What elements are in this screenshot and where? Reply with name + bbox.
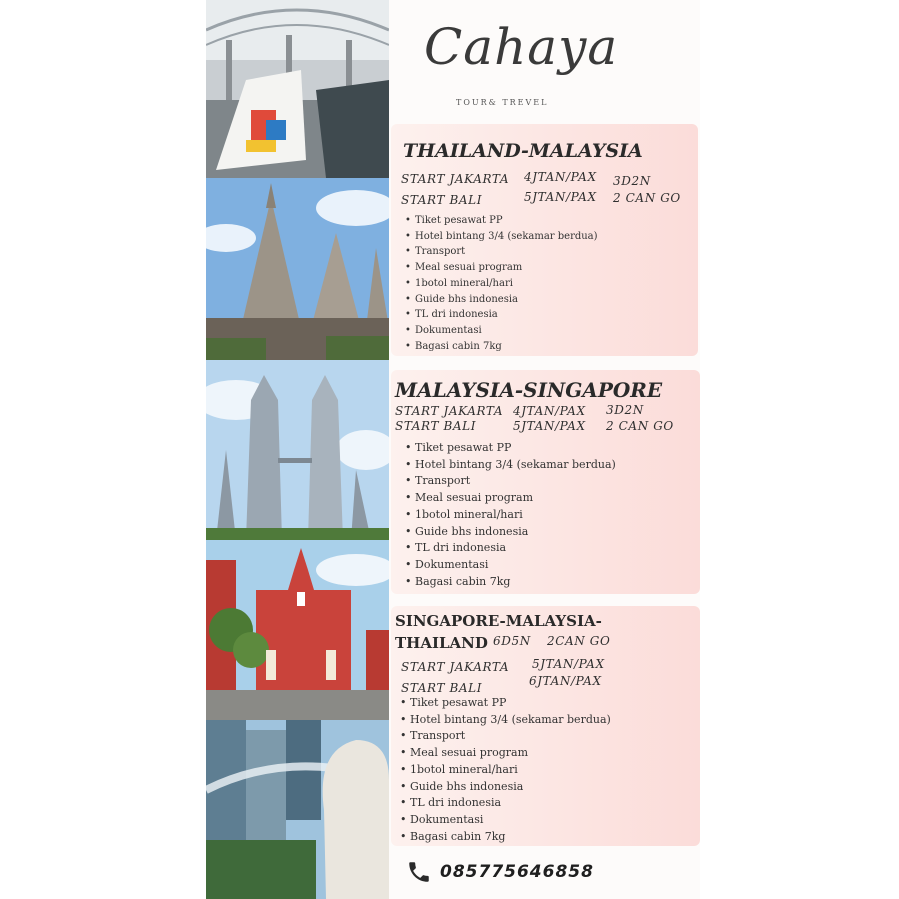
list-item: • Guide bhs indonesia: [405, 524, 616, 541]
list-item: • Transport: [405, 244, 598, 260]
start-bali-label: START BALI: [395, 419, 477, 433]
feature-list: [405, 213, 598, 354]
list-item: • Dokumentasi: [400, 812, 611, 829]
list-item: • Dokumentasi: [405, 557, 616, 574]
list-item: • TL dri indonesia: [400, 795, 611, 812]
package-title: THAILAND-MALAYSIA: [403, 140, 643, 162]
brand-name: Cahaya: [424, 18, 619, 76]
package-duration: 3D2N: [613, 174, 651, 188]
package-title: MALAYSIA-SINGAPORE: [395, 378, 663, 402]
start-bali-label: START BALI: [401, 193, 483, 207]
list-item: • Transport: [405, 473, 616, 490]
photo-column: [206, 0, 389, 899]
list-item: • Guide bhs indonesia: [400, 779, 611, 796]
melaka-church-photo: [206, 540, 389, 720]
package-duration: 6D5N: [493, 634, 531, 648]
list-item: • Guide bhs indonesia: [405, 292, 598, 308]
list-item: • Hotel bintang 3/4 (sekamar berdua): [405, 457, 616, 474]
start-jakarta-label: START JAKARTA: [395, 404, 504, 418]
list-item: • Hotel bintang 3/4 (sekamar berdua): [405, 229, 598, 245]
merlion-photo: [206, 720, 389, 899]
feature-list: [400, 695, 611, 845]
package-card-singapore-malaysia-thailand: [391, 606, 700, 846]
airport-photo: [206, 0, 389, 178]
list-item: • 1botol mineral/hari: [405, 507, 616, 524]
list-item: • Transport: [400, 728, 611, 745]
list-item: • TL dri indonesia: [405, 540, 616, 557]
brand-subtitle: TOUR& TREVEL: [456, 98, 549, 107]
list-item: • Bagasi cabin 7kg: [400, 829, 611, 846]
package-title-line2: THAILAND: [395, 634, 488, 652]
phone-icon: [406, 859, 432, 885]
travel-poster: [206, 0, 700, 899]
start-jakarta-price: 5JTAN/PAX: [532, 657, 605, 671]
list-item: • Meal sesuai program: [400, 745, 611, 762]
start-jakarta-price: 4JTAN/PAX: [524, 170, 597, 184]
list-item: • Tiket pesawat PP: [405, 213, 598, 229]
list-item: • Meal sesuai program: [405, 490, 616, 507]
list-item: • Tiket pesawat PP: [400, 695, 611, 712]
package-card-thailand-malaysia: [391, 124, 698, 356]
start-bali-price: 5JTAN/PAX: [524, 190, 597, 204]
brand-logo: [406, 16, 619, 116]
phone-number[interactable]: 085775646858: [440, 862, 594, 882]
list-item: • Bagasi cabin 7kg: [405, 574, 616, 591]
contact-row: [406, 858, 594, 886]
package-title-line1: SINGAPORE-MALAYSIA-: [395, 612, 602, 630]
start-bali-price: 5JTAN/PAX: [513, 419, 586, 433]
start-jakarta-label: START JAKARTA: [401, 172, 510, 186]
list-item: • 1botol mineral/hari: [405, 276, 598, 292]
package-min-pax: 2 CAN GO: [613, 191, 681, 205]
list-item: • Tiket pesawat PP: [405, 440, 616, 457]
list-item: • Dokumentasi: [405, 323, 598, 339]
list-item: • Hotel bintang 3/4 (sekamar berdua): [400, 712, 611, 729]
start-jakarta-price: 4JTAN/PAX: [513, 404, 586, 418]
start-jakarta-label: START JAKARTA: [401, 660, 510, 674]
wat-arun-photo: [206, 178, 389, 360]
petronas-towers-photo: [206, 360, 389, 540]
list-item: • Bagasi cabin 7kg: [405, 339, 598, 355]
feature-list: [405, 440, 616, 590]
package-duration: 3D2N: [606, 403, 644, 417]
package-min-pax: 2CAN GO: [547, 634, 611, 648]
list-item: • Meal sesuai program: [405, 260, 598, 276]
start-bali-price: 6JTAN/PAX: [529, 674, 602, 688]
package-min-pax: 2 CAN GO: [606, 419, 674, 433]
list-item: • TL dri indonesia: [405, 307, 598, 323]
start-bali-label: START BALI: [401, 681, 483, 695]
package-card-malaysia-singapore: [391, 370, 700, 594]
list-item: • 1botol mineral/hari: [400, 762, 611, 779]
